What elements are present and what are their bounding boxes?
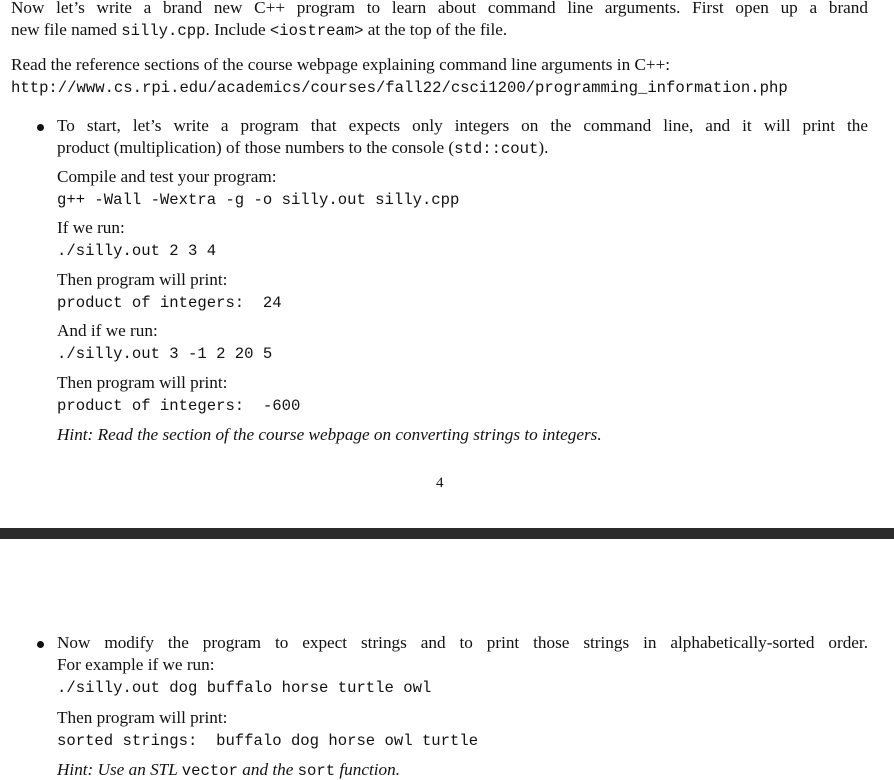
intro-text-post: at the top of the file. (363, 20, 508, 39)
bullet1-text: product (multiplication) of those numbers to the console ( (57, 138, 455, 157)
include-code: <iostream> (269, 22, 364, 40)
bullet1-line-1: To start, let’s write a program that expects only integers on the command line, and it will print the (57, 116, 868, 135)
intro-line-2 (11, 20, 507, 40)
run1-command: ./silly.out 2 3 4 (57, 242, 217, 260)
run3-command: ./silly.out dog buffalo horse turtle owl (57, 679, 432, 697)
bullet-marker (37, 124, 44, 131)
print2-label: Then program will print: (57, 373, 228, 392)
page-separator (0, 528, 894, 539)
print3-output: sorted strings: buffalo dog horse owl turtle (57, 732, 479, 750)
filename-code: silly.cpp (121, 22, 206, 40)
print1-output: product of integers: 24 (57, 294, 282, 312)
vector-code: vector (181, 762, 238, 780)
hint-integers: Hint: Read the section of the course webpage on converting strings to integers. (57, 425, 602, 444)
sort-code: sort (297, 762, 336, 780)
bullet-marker (37, 641, 44, 648)
intro-line-1: Now let’s write a brand new C++ program to learn about command line arguments. First open up a brand (11, 0, 868, 17)
hint-text: Hint: Use an STL (57, 760, 182, 779)
bullet2-line-1: Now modify the program to expect strings and to print those strings in alphabetically-sorted order. (57, 633, 868, 652)
std-cout-code: std::cout (454, 140, 539, 158)
bullet1-text-post: ). (538, 138, 549, 157)
bullet2-line-2: For example if we run: (57, 655, 215, 674)
bullet1-line-2 (57, 138, 548, 158)
run2-command: ./silly.out 3 -1 2 20 5 (57, 345, 273, 363)
print2-output: product of integers: -600 (57, 397, 301, 415)
hint-vector-sort (57, 760, 400, 780)
compile-label: Compile and test your program: (57, 167, 277, 186)
intro-text: new file named (11, 20, 122, 39)
hint-text-post: function. (335, 760, 400, 779)
hint-text-mid: and the (237, 760, 298, 779)
intro-text-mid: . Include (205, 20, 270, 39)
page-number: 4 (436, 475, 444, 491)
run2-label: And if we run: (57, 321, 158, 340)
print1-label: Then program will print: (57, 270, 228, 289)
print3-label: Then program will print: (57, 708, 228, 727)
compile-command: g++ -Wall -Wextra -g -o silly.out silly.cpp (57, 191, 460, 209)
reference-url-link[interactable]: http://www.cs.rpi.edu/academics/courses/fall22/csci1200/programming_information.php (11, 79, 788, 97)
run1-label: If we run: (57, 218, 125, 237)
reference-text: Read the reference sections of the course webpage explaining command line arguments in C++: (11, 55, 671, 74)
